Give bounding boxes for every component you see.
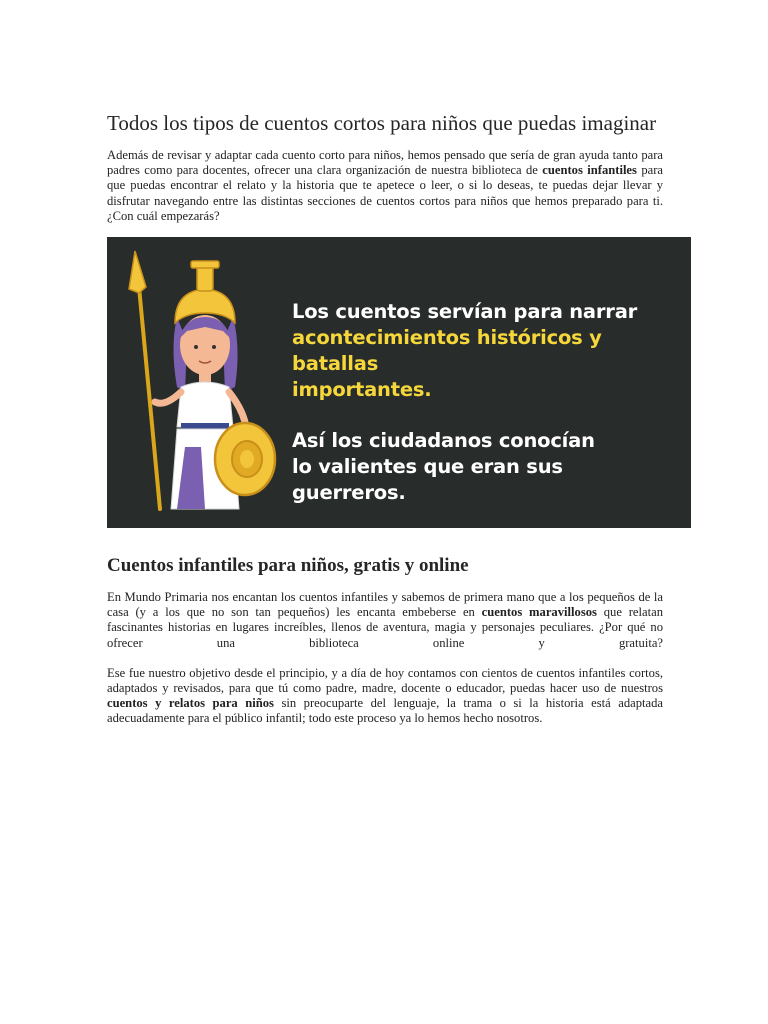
paragraph-objetivo	[107, 666, 663, 727]
helmet-icon	[175, 261, 235, 323]
banner-line-2: acontecimientos históricos y batallas	[292, 326, 602, 376]
banner-caption	[292, 299, 682, 506]
banner-image	[107, 237, 691, 528]
athena-warrior-illustration	[115, 247, 285, 522]
spear-icon	[129, 251, 160, 509]
para2-bold-cuentos-y-relatos: cuentos y relatos para niños	[107, 696, 274, 711]
intro-bold-cuentos-infantiles: cuentos infantiles	[542, 163, 637, 178]
section-title: Cuentos infantiles para niños, gratis y online	[107, 555, 469, 577]
banner-line-4: Así los ciudadanos conocían	[292, 429, 595, 453]
intro-paragraph	[107, 148, 663, 224]
banner-line-3: importantes.	[292, 378, 432, 402]
banner-line-5: lo valientes que eran sus guerreros.	[292, 455, 563, 505]
paragraph-mundo-primaria	[107, 590, 663, 651]
para1-text-2: que relatan fascinantes historias en lugares increíbles, llenos de aventura, magia y personajes peculiares. ¿Por qué no ofrecer una biblioteca online y gratuita?	[107, 605, 663, 650]
document-page	[107, 109, 663, 727]
intro-text-1: Además de revisar y adaptar cada cuento corto para niños, hemos pensado que sería de gran ayuda tanto para padres como para docentes, ofrecer una clara organización de nuestra biblioteca de	[107, 148, 663, 178]
intro-text-2: para que puedas encontrar el relato y la historia que te apetece o leer, o si lo deseas, te puedas dejar llevar y disfrutar navegando entre las distintas secciones de cuentos cortos para niños que hemos preparado para ti. ¿Con cuál empezarás?	[107, 163, 663, 223]
para2-text-1: Ese fue nuestro objetivo desde el principio, y a día de hoy contamos con cientos de cuentos infantiles cortos, adaptados y revisados, para que tú como padre, madre, docente o educador, puedas hacer uso de nuestros	[107, 665, 663, 696]
para1-bold-cuentos-maravillosos: cuentos maravillosos	[481, 605, 597, 620]
banner-line-1: Los cuentos servían para narrar	[292, 300, 638, 324]
para1-text-1: En Mundo Primaria nos encantan los cuentos infantiles y sabemos de primera mano que a los pequeños de la casa (y a los que no son tan pequeños) les encanta embeberse en	[107, 590, 663, 620]
shield-icon	[215, 423, 275, 495]
page-title: Todos los tipos de cuentos cortos para niños que puedas imaginar	[107, 111, 657, 135]
para2-text-2: sin preocuparte del lenguaje, la trama o si la historia está adaptada adecuadamente para el público infantil; todo este proceso ya lo hemos hecho nosotros.	[107, 696, 663, 726]
